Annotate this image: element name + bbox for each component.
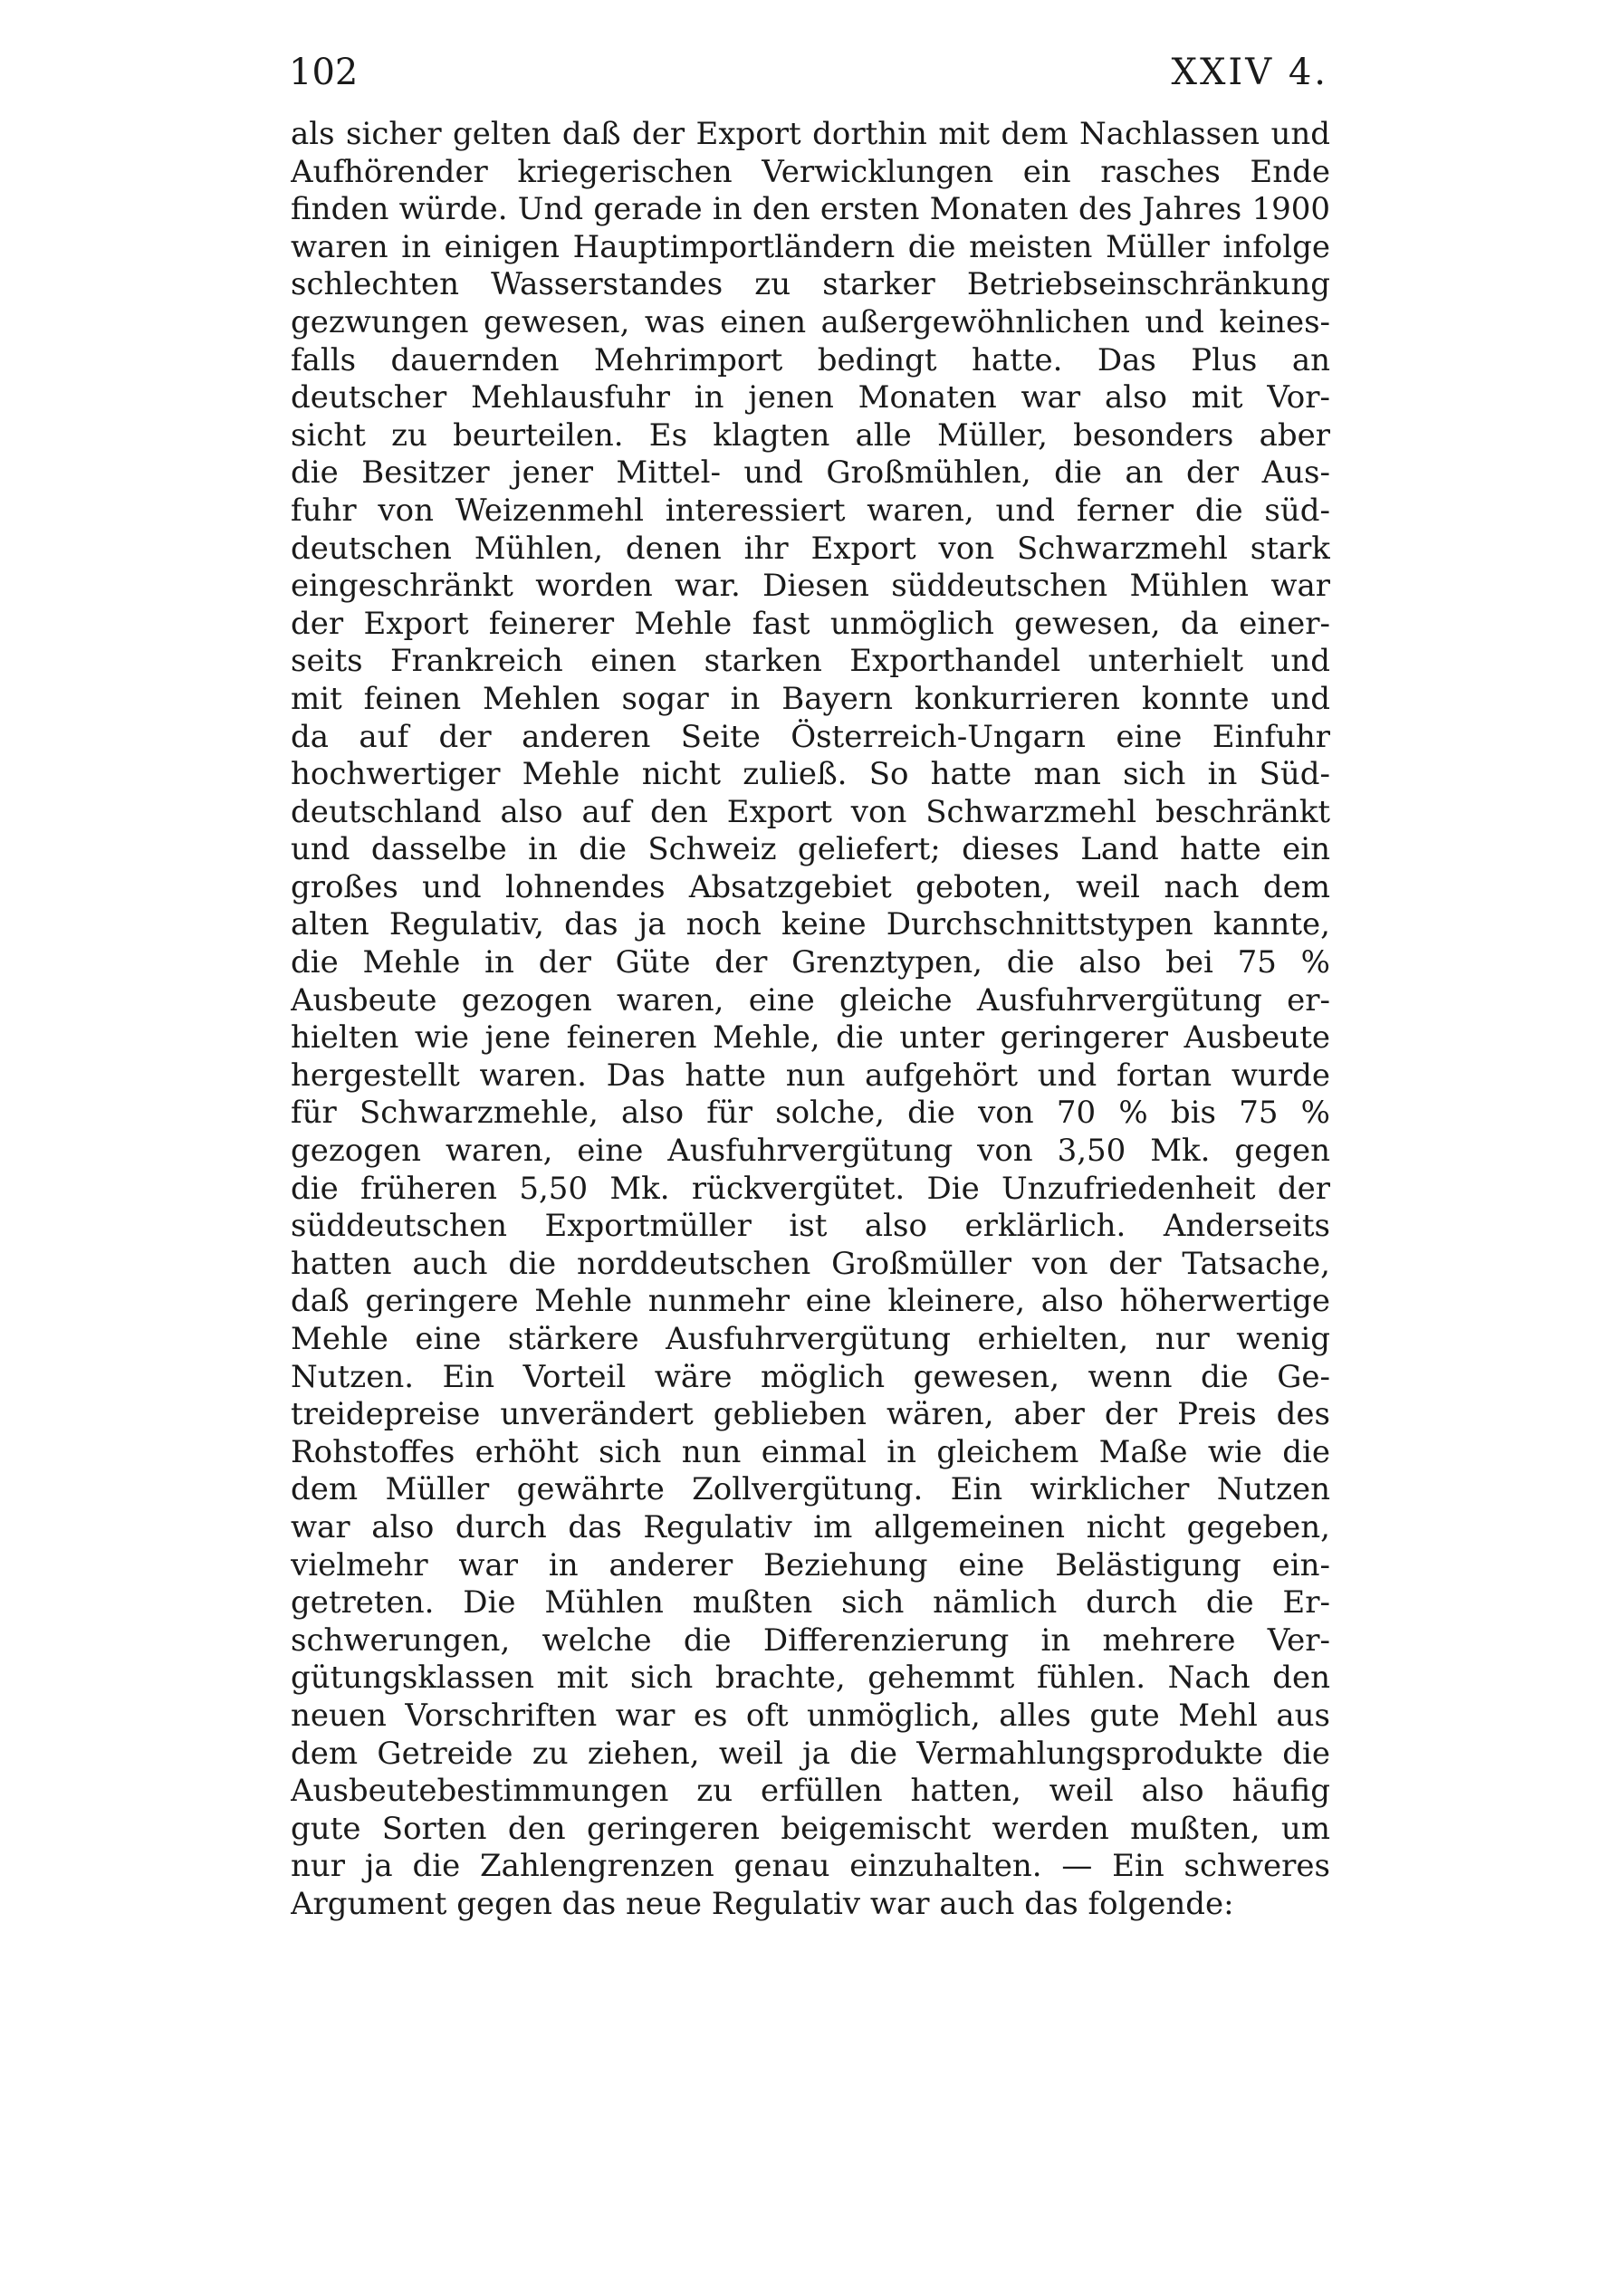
text-line: da auf der anderen Seite Österreich-Ungarn eine Einfuhr: [291, 718, 1330, 755]
text-line: deutscher Mehlausfuhr in jenen Monaten war also mit Vor-: [291, 379, 1330, 416]
text-line: hochwertiger Mehle nicht zuließ. So hatte man sich in Süd-: [291, 756, 1330, 793]
text-line: gezogen waren, eine Ausfuhrvergütung von 3,50 Mk. gegen: [291, 1133, 1330, 1170]
text-line: schlechten Wasserstandes zu starker Betriebseinschränkung: [291, 266, 1330, 303]
text-line: waren in einigen Hauptimportländern die meisten Müller infolge: [291, 228, 1330, 265]
text-line: als sicher gelten daß der Export dorthin mit dem Nachlassen und: [291, 116, 1330, 152]
text-line: hergestellt waren. Das hatte nun aufgehört und fortan wurde: [291, 1057, 1330, 1094]
text-line: Ausbeute gezogen waren, eine gleiche Ausfuhrvergütung er-: [291, 981, 1330, 1019]
text-line: seits Frankreich einen starken Exporthandel unterhielt und: [291, 643, 1330, 680]
text-line: finden würde. Und gerade in den ersten Monaten des Jahres 1900: [291, 191, 1330, 228]
page-header: [289, 45, 1328, 100]
text-line: mit feinen Mehlen sogar in Bayern konkurrieren konnte und: [291, 680, 1330, 717]
text-line: großes und lohnendes Absatzgebiet geboten, weil nach dem: [291, 868, 1330, 905]
text-line: Rohstoffes erhöht sich nun einmal in gleichem Maße wie die: [291, 1433, 1330, 1470]
page-number: 102: [289, 52, 359, 93]
text-line: eingeschränkt worden war. Diesen süddeutschen Mühlen war: [291, 568, 1330, 605]
section-marker: XXIV 4.: [1171, 52, 1328, 93]
text-line: nur ja die Zahlengrenzen genau einzuhalten. — Ein schweres: [291, 1848, 1330, 1885]
text-line: schwerungen, welche die Differenzierung in mehrere Ver-: [291, 1622, 1330, 1659]
text-line: falls dauernden Mehrimport bedingt hatte. Das Plus an: [291, 341, 1330, 378]
text-line: gute Sorten den geringeren beigemischt werden mußten, um: [291, 1810, 1330, 1847]
text-line: die Mehle in der Güte der Grenztypen, die also bei 75 %: [291, 944, 1330, 981]
text-line: war also durch das Regulativ im allgemeinen nicht gegeben,: [291, 1508, 1330, 1545]
text-line: vielmehr war in anderer Beziehung eine Belästigung ein-: [291, 1546, 1330, 1583]
text-line: gezwungen gewesen, was einen außergewöhnlichen und keines-: [291, 303, 1330, 340]
text-line: hielten wie jene feineren Mehle, die unter geringerer Ausbeute: [291, 1019, 1330, 1057]
text-line: dem Müller gewährte Zollvergütung. Ein wirklicher Nutzen: [291, 1471, 1330, 1508]
text-line: deutschen Mühlen, denen ihr Export von Schwarzmehl stark: [291, 530, 1330, 567]
text-line: fuhr von Weizenmehl interessiert waren, und ferner die süd-: [291, 492, 1330, 529]
text-line: die Besitzer jener Mittel- und Großmühlen, die an der Aus-: [291, 454, 1330, 492]
text-line: getreten. Die Mühlen mußten sich nämlich durch die Er-: [291, 1584, 1330, 1622]
text-line: alten Regulativ, das ja noch keine Durchschnittstypen kannte,: [291, 906, 1330, 943]
text-line: Nutzen. Ein Vorteil wäre möglich gewesen, wenn die Ge-: [291, 1358, 1330, 1395]
text-line: hatten auch die norddeutschen Großmüller von der Tatsache,: [291, 1245, 1330, 1282]
text-line: für Schwarzmehle, also für solche, die von 70 % bis 75 %: [291, 1095, 1330, 1132]
text-line: Aufhörender kriegerischen Verwicklungen ein rasches Ende: [291, 153, 1330, 190]
text-line: daß geringere Mehle nunmehr eine kleinere, also höherwertige: [291, 1283, 1330, 1320]
text-line: süddeutschen Exportmüller ist also erklärlich. Anderseits: [291, 1208, 1330, 1245]
text-line: dem Getreide zu ziehen, weil ja die Vermahlungsprodukte die: [291, 1735, 1330, 1772]
text-line: sicht zu beurteilen. Es klagten alle Müller, besonders aber: [291, 416, 1330, 454]
text-line-last: Argument gegen das neue Regulativ war auch das folgende:: [291, 1885, 1234, 1922]
text-line: und dasselbe in die Schweiz geliefert; dieses Land hatte ein: [291, 831, 1330, 868]
body-text: [291, 116, 1330, 1924]
text-line: der Export feinerer Mehle fast unmöglich gewesen, da einer-: [291, 605, 1330, 642]
text-line: neuen Vorschriften war es oft unmöglich, alles gute Mehl aus: [291, 1697, 1330, 1734]
text-line: die früheren 5,50 Mk. rückvergütet. Die Unzufriedenheit der: [291, 1170, 1330, 1207]
text-line: treidepreise unverändert geblieben wären, aber der Preis des: [291, 1396, 1330, 1433]
text-line: Ausbeutebestimmungen zu erfüllen hatten, weil also häufig: [291, 1773, 1330, 1810]
text-line: deutschland also auf den Export von Schwarzmehl beschränkt: [291, 793, 1330, 830]
text-line: gütungsklassen mit sich brachte, gehemmt fühlen. Nach den: [291, 1660, 1330, 1697]
text-line: Mehle eine stärkere Ausfuhrvergütung erhielten, nur wenig: [291, 1321, 1330, 1357]
